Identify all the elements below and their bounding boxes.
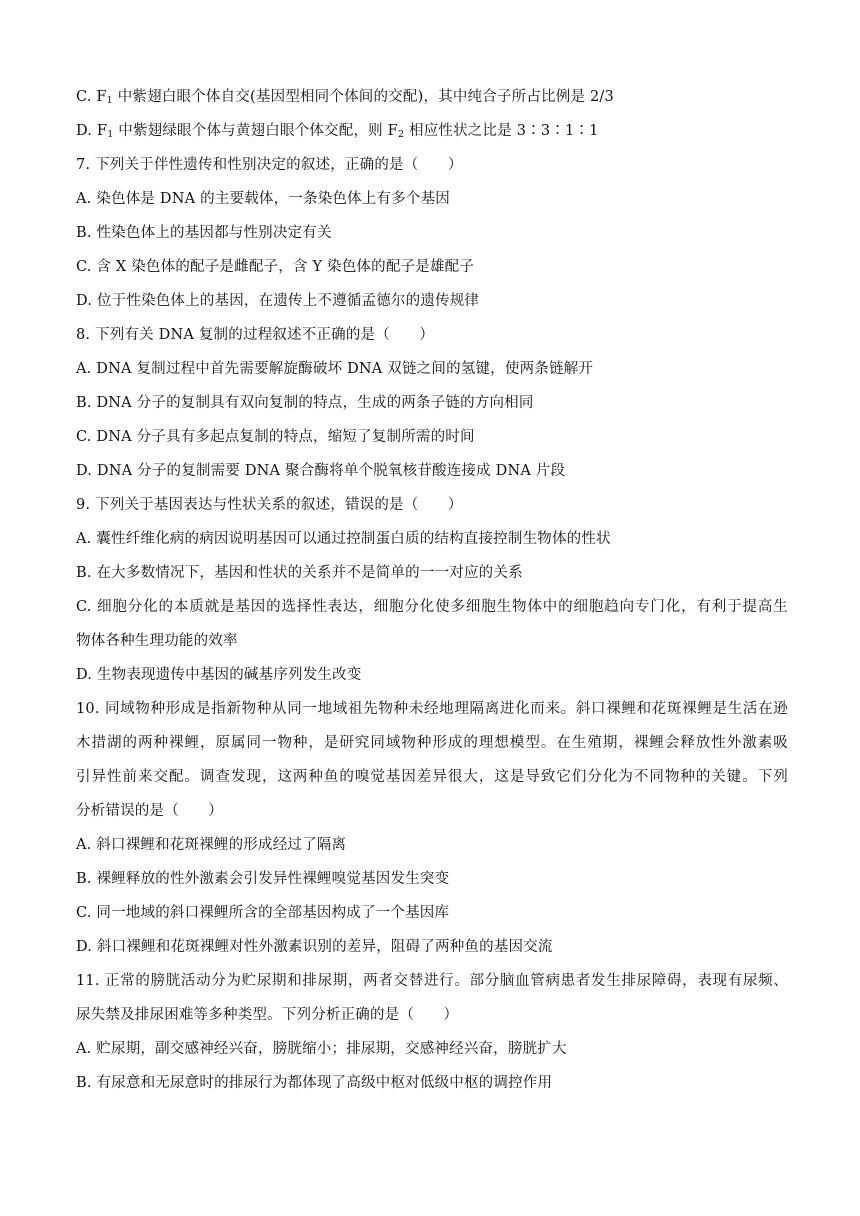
option-c-q9-line2: 物体各种生理功能的效率	[76, 633, 238, 649]
question-9-stem: 9. 下列关于基因表达与性状关系的叙述，错误的是（ ）	[76, 497, 463, 513]
option-c-q9-line1: C. 细胞分化的本质就是基因的选择性表达，细胞分化使多细胞生物体中的细胞趋向专门化，有利于提高生	[76, 599, 788, 615]
question-10-stem-line2: 木措湖的两种裸鲤，原属同一物种，是研究同域物种形成的理想模型。在生殖期，裸鲤会释放性外激素吸	[76, 735, 788, 751]
question-10-stem-line4: 分析错误的是（ ）	[76, 803, 223, 819]
option-b-q9: B. 在大多数情况下，基因和性状的关系并不是简单的一一对应的关系	[76, 565, 523, 581]
option-a-q8: A. DNA 复制过程中首先需要解旋酶破坏 DNA 双链之间的氢键，使两条链解开	[76, 361, 594, 377]
question-7-stem: 7. 下列关于伴性遗传和性别决定的叙述，正确的是（ ）	[76, 157, 463, 173]
option-a-q11: A. 贮尿期，副交感神经兴奋，膀胱缩小；排尿期，交感神经兴奋，膀胱扩大	[76, 1041, 567, 1057]
question-10-stem-line3: 引异性前来交配。调查发现，这两种鱼的嗅觉基因差异很大，这是导致它们分化为不同物种的关键。下列	[76, 769, 788, 785]
option-a-q7: A. 染色体是 DNA 的主要载体，一条染色体上有多个基因	[76, 191, 450, 207]
option-c-q7: C. 含 X 染色体的配子是雌配子，含 Y 染色体的配子是雄配子	[76, 259, 475, 275]
question-11-stem-line2: 尿失禁及排尿困难等多种类型。下列分析正确的是（ ）	[76, 1007, 459, 1023]
option-d-q8: D. DNA 分子的复制需要 DNA 聚合酶将单个脱氧核苷酸连接成 DNA 片段	[76, 463, 566, 479]
question-8-stem: 8. 下列有关 DNA 复制的过程叙述不正确的是（ ）	[76, 327, 435, 343]
option-d-q7: D. 位于性染色体上的基因，在遗传上不遵循孟德尔的遗传规律	[76, 293, 480, 309]
option-b-q11: B. 有尿意和无尿意时的排尿行为都体现了高级中枢对低级中枢的调控作用	[76, 1075, 553, 1091]
option-d-q6: D. $F_1$ 中紫翅绿眼个体与黄翅白眼个体交配，则 $F_2$ 相应性状之比是 3∶3∶1∶1	[76, 123, 599, 140]
option-d-q9: D. 生物表现遗传中基因的碱基序列发生改变	[76, 667, 362, 683]
question-10-stem-line1: 10. 同域物种形成是指新物种从同一地域祖先物种未经地理隔离进化而来。斜口裸鲤和花斑裸鲤是生活在逊	[76, 701, 788, 717]
question-11-stem-line1: 11. 正常的膀胱活动分为贮尿期和排尿期，两者交替进行。部分脑血管病患者发生排尿障碍，表现有尿频、	[76, 973, 788, 989]
option-a-q9: A. 囊性纤维化病的病因说明基因可以通过控制蛋白质的结构直接控制生物体的性状	[76, 531, 611, 547]
option-c-q10: C. 同一地域的斜口裸鲤所含的全部基因构成了一个基因库	[76, 905, 450, 921]
option-a-q10: A. 斜口裸鲤和花斑裸鲤的形成经过了隔离	[76, 837, 347, 853]
option-d-q10: D. 斜口裸鲤和花斑裸鲤对性外激素识别的差异，阻碍了两种鱼的基因交流	[76, 939, 553, 955]
option-b-q8: B. DNA 分子的复制具有双向复制的特点，生成的两条子链的方向相同	[76, 395, 534, 411]
option-b-q7: B. 性染色体上的基因都与性别决定有关	[76, 225, 332, 241]
option-c-q8: C. DNA 分子具有多起点复制的特点，缩短了复制所需的时间	[76, 429, 475, 445]
option-c-q6: C. $F_1$ 中紫翅白眼个体自交(基因型相同个体间的交配)，其中纯合子所占比例是 2/3	[76, 89, 614, 106]
option-b-q10: B. 裸鲤释放的性外激素会引发异性裸鲤嗅觉基因发生突变	[76, 871, 450, 887]
